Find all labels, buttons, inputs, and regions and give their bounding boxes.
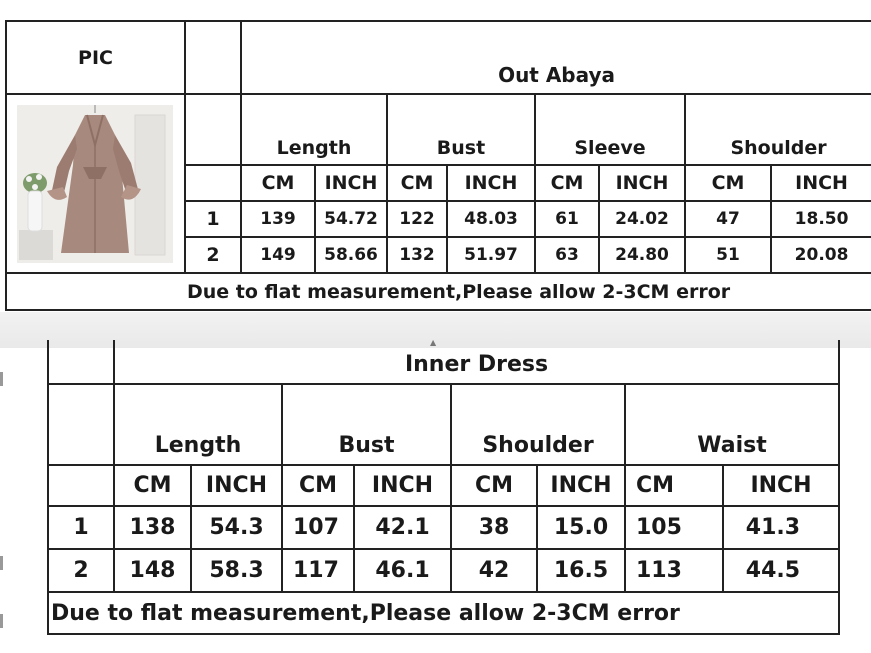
- table-cell: 44.5: [723, 549, 839, 592]
- table-cell: 58.3: [191, 549, 282, 592]
- group-shoulder: Shoulder: [685, 94, 871, 165]
- size-header-blank: [185, 94, 241, 165]
- size-header-blank: [48, 465, 114, 506]
- table-cell: 15.0: [537, 506, 625, 549]
- table-cell: 117: [282, 549, 354, 592]
- size-header-blank: [48, 384, 114, 465]
- unit-header: CM: [114, 465, 191, 506]
- table-cell: 138: [114, 506, 191, 549]
- product-photo-cell: [6, 94, 185, 273]
- table-cell: 58.66: [315, 237, 387, 273]
- unit-header: INCH: [315, 165, 387, 201]
- unit-header: INCH: [771, 165, 871, 201]
- table-cell: 51.97: [447, 237, 535, 273]
- unit-header: CM: [535, 165, 599, 201]
- table-cell: 149: [241, 237, 315, 273]
- table-cell: 24.80: [599, 237, 685, 273]
- size-header-blank: [48, 340, 114, 384]
- table-cell: 105: [625, 506, 723, 549]
- unit-header: CM: [625, 465, 723, 506]
- table-cell: 113: [625, 549, 723, 592]
- size-header-blank: [185, 21, 241, 94]
- size-label: 2: [48, 549, 114, 592]
- unit-header: INCH: [599, 165, 685, 201]
- table-cell: 54.72: [315, 201, 387, 237]
- edge-mark: [0, 372, 3, 386]
- unit-header: CM: [282, 465, 354, 506]
- edge-mark: [0, 556, 3, 570]
- table-cell: 20.08: [771, 237, 871, 273]
- size-label: 1: [185, 201, 241, 237]
- measurement-note: Due to flat measurement,Please allow 2-3CM error: [48, 592, 839, 634]
- inner-dress-size-table: [47, 340, 840, 635]
- table-cell: 54.3: [191, 506, 282, 549]
- table-cell: 107: [282, 506, 354, 549]
- table-cell: 63: [535, 237, 599, 273]
- table-cell: 51: [685, 237, 771, 273]
- size-label: 1: [48, 506, 114, 549]
- out-abaya-title: Out Abaya: [241, 21, 871, 94]
- table-cell: 38: [451, 506, 537, 549]
- unit-header: CM: [241, 165, 315, 201]
- abaya-illustration: [17, 105, 173, 263]
- inner-dress-title: Inner Dress: [114, 340, 839, 384]
- unit-header: CM: [387, 165, 447, 201]
- edge-mark: [0, 614, 3, 628]
- group-sleeve: Sleeve: [535, 94, 685, 165]
- unit-header: INCH: [191, 465, 282, 506]
- table-cell: 46.1: [354, 549, 451, 592]
- unit-header: CM: [685, 165, 771, 201]
- table-cell: 132: [387, 237, 447, 273]
- table-cell: 47: [685, 201, 771, 237]
- table-cell: 16.5: [537, 549, 625, 592]
- group-bust: Bust: [387, 94, 535, 165]
- table-cell: 48.03: [447, 201, 535, 237]
- unit-header: CM: [451, 465, 537, 506]
- table-row: [48, 506, 839, 549]
- pic-label: PIC: [6, 21, 185, 94]
- table-cell: 42.1: [354, 506, 451, 549]
- out-abaya-size-table: [5, 20, 871, 311]
- unit-header: INCH: [447, 165, 535, 201]
- table-cell: 148: [114, 549, 191, 592]
- unit-header: INCH: [354, 465, 451, 506]
- caret-up-icon: ▲: [430, 338, 437, 347]
- product-photo: [17, 105, 173, 263]
- table-cell: 41.3: [723, 506, 839, 549]
- unit-header: INCH: [723, 465, 839, 506]
- group-waist: Waist: [625, 384, 839, 465]
- size-header-blank: [185, 165, 241, 201]
- table-cell: 61: [535, 201, 599, 237]
- group-length: Length: [241, 94, 387, 165]
- group-shoulder: Shoulder: [451, 384, 625, 465]
- table-cell: 18.50: [771, 201, 871, 237]
- table-cell: 122: [387, 201, 447, 237]
- size-label: 2: [185, 237, 241, 273]
- table-cell: 24.02: [599, 201, 685, 237]
- group-length: Length: [114, 384, 282, 465]
- measurement-note: Due to flat measurement,Please allow 2-3CM error: [6, 273, 871, 310]
- table-cell: 42: [451, 549, 537, 592]
- group-bust: Bust: [282, 384, 451, 465]
- table-row: [48, 549, 839, 592]
- unit-header: INCH: [537, 465, 625, 506]
- table-cell: 139: [241, 201, 315, 237]
